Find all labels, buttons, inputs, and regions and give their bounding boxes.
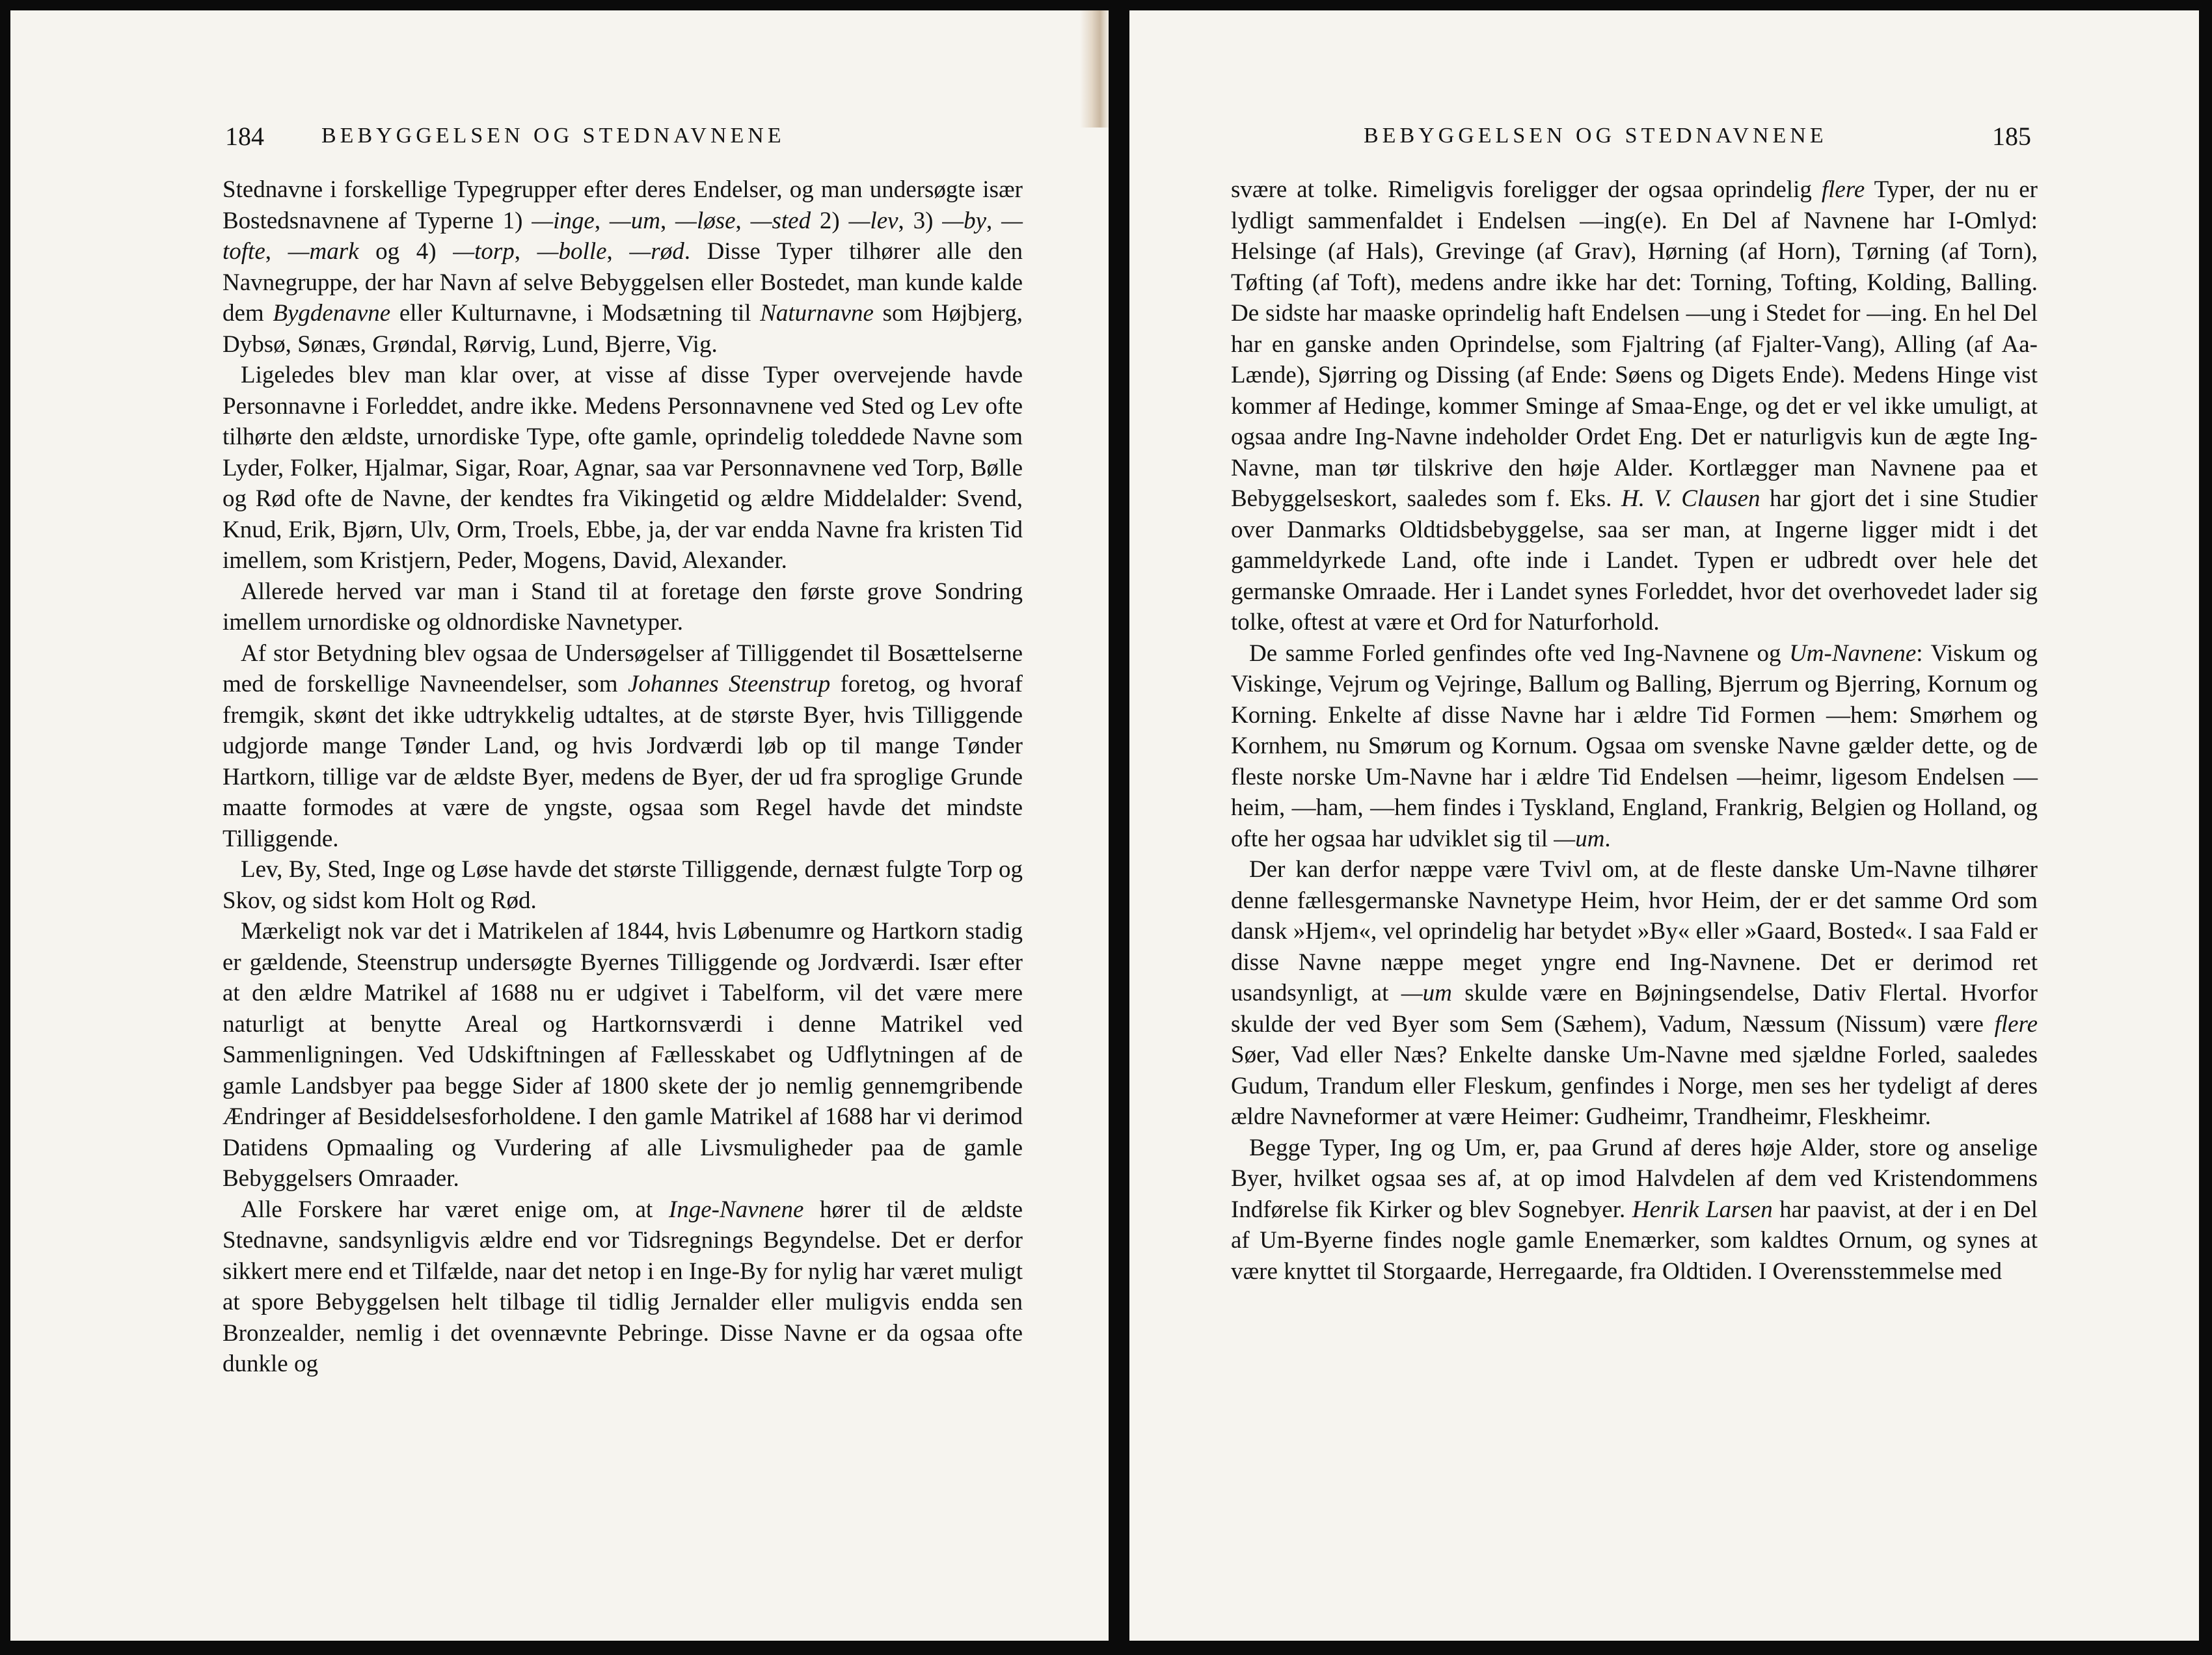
book-binding-edge [1080, 10, 1109, 128]
right-page-header [1129, 121, 2199, 160]
paragraph: De samme Forled genfindes ofte ved Ing-Navnene og Um-Navnene: Viskum og Viskinge, Vejrum og Vejringe, Ballum og Balling, Bjerrum og Bjerring, Kornum og Korning. Enkelte af disse Navne har i ældre Tid Formen —hem: Smørhem og Kornhem, nu Smørum og Kornum. Ogsaa om svenske Navne gælder dette, og de fleste norske Um-Navne har i ældre Tid Endelsen —heimr, ligesom Endelsen —heim, —ham, —hem findes i Tyskland, England, Frankrig, Belgien og Holland, og ofte her ogsaa har udviklet sig til —um. [1231, 639, 2038, 852]
paragraph: svære at tolke. Rimeligvis foreligger der ogsaa oprindelig flere Typer, der nu er lydligt sammenfaldet i Endelsen —ing(e). En Del af Navnene har I-Omlyd: Helsinge (af Hals), Grevinge (af Grav), Hørning (af Horn), Tørning (af Torn), Tøfting (af Toft), medens andre ikke har det: Torning, Tofting, Kolding, Balling. De sidste har maaske oprindelig haft Endelsen —ung i Stedet for —ing. En hel Del har en ganske anden Oprindelse, som Fjaltring (af Fjalter-Vang), Alling (af Aa-Lænde), Sjørring og Dissing (af Ende: Søens og Digets Ende). Medens Hinge vist kommer af Hedinge, kommer Sminge af Smaa-Enge, og det er vel ikke umuligt, at ogsaa andre Ing-Navne indeholder Ordet Eng. Det er naturligvis kun de ægte Ing-Navne, man tør tilskrive den høje Alder. Kortlægger man Navnene paa et Bebyggelseskort, saaledes som f. Eks. H. V. Clausen har gjort det i sine Studier over Danmarks Oldtidsbebyggelse, saa ser man, at Ingerne ligger midt i det gammeldyrkede Land, ofte inde i Landet. Typen er udbredt over hele det germanske Omraade. Her i Landet synes Forleddet, hvor det overhovedet lader sig tolke, oftest at være et Ord for Naturforhold. [1231, 176, 2038, 636]
paragraph: Allerede herved var man i Stand til at foretage den første grove Sondring imellem urnordiske og oldnordiske Navnetyper. [223, 578, 1023, 636]
page-number: 184 [225, 122, 264, 151]
paragraph: Alle Forskere har været enige om, at Inge-Navnene hører til de ældste Stednavne, sandsynligvis ældre end vor Tidsregnings Begyndelse. Det er derfor sikkert mere end et Tilfælde, naar det netop i en Inge-By for nylig har været muligt at spore Bebyggelsen helt tilbage til tidlig Jernalder eller muligvis endda sen Bronzealder, nemlig i det ovennævnte Pebringe. Disse Navne er da ogsaa ofte dunkle og [223, 1196, 1023, 1377]
left-page-header [10, 121, 1109, 160]
paragraph: Af stor Betydning blev ogsaa de Undersøgelser af Tilliggendet til Bosættelserne med de forskellige Navneendelser, som Johannes Steenstrup foretog, og hvoraf fremgik, skønt det ikke udtrykkelig udtaltes, at de største Byer, hvis Tilliggende udgjorde mange Tønder Land, og hvis Jordværdi løb op til mange Tønder Hartkorn, tillige var de ældste Byer, medens de Byer, der ud fra sproglige Grunde maatte formodes at være de yngste, ogsaa som Regel havde det mindste Tilliggende. [223, 639, 1023, 852]
right-page [1129, 10, 2199, 1641]
running-head: BEBYGGELSEN OG STEDNAVNENE [321, 124, 785, 148]
paragraph: Lev, By, Sted, Inge og Løse havde det største Tilliggende, dernæst fulgte Torp og Skov, og sidst kom Holt og Rød. [223, 856, 1023, 914]
paragraph: Der kan derfor næppe være Tvivl om, at de fleste danske Um-Navne tilhører denne fællesgermanske Navnetype Heim, hvor Heim, der er det samme Ord som dansk »Hjem«, vel oprindelig har betydet »By« eller »Gaard, Bosted«. I saa Fald er disse Navne næppe meget yngre end Ing-Navnene. Det er derimod ret usandsynligt, at —um skulde være en Bøjningsendelse, Dativ Flertal. Hvorfor skulde der ved Byer som Sem (Sæhem), Vadum, Næssum (Nissum) være flere Søer, Vad eller Næs? Enkelte danske Um-Navne med sjældne Forled, saaledes Gudum, Trandum eller Fleskum, genfindes i Norge, men ses her tydeligt af deres ældre Navneformer at være Heimer: Gudheimr, Trandheimr, Fleskheimr. [1231, 856, 2038, 1130]
left-page-body [223, 174, 1023, 1380]
paragraph: Ligeledes blev man klar over, at visse af disse Typer overvejende havde Personnavne i Forleddet, andre ikke. Medens Personnavnene ved Sted og Lev ofte tilhørte den ældste, urnordiske Type, ofte gamle, oprindelig toleddede Navne som Lyder, Folker, Hjalmar, Sigar, Roar, Agnar, saa var Personnavnene ved Torp, Bølle og Rød ofte de Navne, der kendtes fra Vikingetid og ældre Middelalder: Svend, Knud, Erik, Bjørn, Ulv, Orm, Troels, Ebbe, ja, der var endda Navne fra kristen Tid imellem, som Kristjern, Peder, Mogens, David, Alexander. [223, 362, 1023, 574]
paragraph: Mærkeligt nok var det i Matrikelen af 1844, hvis Løbenumre og Hartkorn stadig er gældende, Steenstrup undersøgte Byernes Tilliggende og Jordværdi. Især efter at den ældre Matrikel af 1688 nu er udgivet i Tabelform, vil det være mere naturligt at benytte Areal og Hartkornsværdi i denne Matrikel ved Sammenligningen. Ved Udskiftningen af Fællesskabet og Udflytningen af de gamle Landsbyer paa begge Sider af 1800 skete der jo nemlig gennemgribende Ændringer af Besiddelsesforholdene. I den gamle Matrikel af 1688 har vi derimod Datidens Opmaaling og Vurdering af alle Livsmuligheder paa de gamle Bebyggelsers Omraader. [223, 918, 1023, 1192]
running-head: BEBYGGELSEN OG STEDNAVNENE [1364, 124, 1828, 148]
paragraph: Stednavne i forskellige Typegrupper efter deres Endelser, og man undersøgte især Bostedsnavnene af Typerne 1) —inge, —um, —løse, —sted 2) —lev, 3) —by, —tofte, —mark og 4) —torp, —bolle, —rød. Disse Typer tilhører alle den Navnegruppe, der har Navn af selve Bebyggelsen eller Bostedet, man kunde kalde dem Bygdenavne eller Kulturnavne, i Modsætning til Naturnavne som Højbjerg, Dybsø, Sønæs, Grøndal, Rørvig, Lund, Bjerre, Vig. [223, 176, 1023, 358]
left-page [10, 10, 1109, 1641]
right-page-body [1231, 174, 2038, 1287]
page-number: 185 [1992, 122, 2031, 151]
paragraph: Begge Typer, Ing og Um, er, paa Grund af deres høje Alder, store og anselige Byer, hvilket ogsaa ses af, at op imod Halvdelen af dem ved Kristendommens Indførelse fik Kirker og blev Sognebyer. Henrik Larsen har paavist, at der i en Del af Um-Byerne findes nogle gamle Enemærker, som kaldtes Ornum, og synes at være knyttet til Storgaarde, Herregaarde, fra Oldtiden. I Overensstemmelse med [1231, 1134, 2038, 1285]
